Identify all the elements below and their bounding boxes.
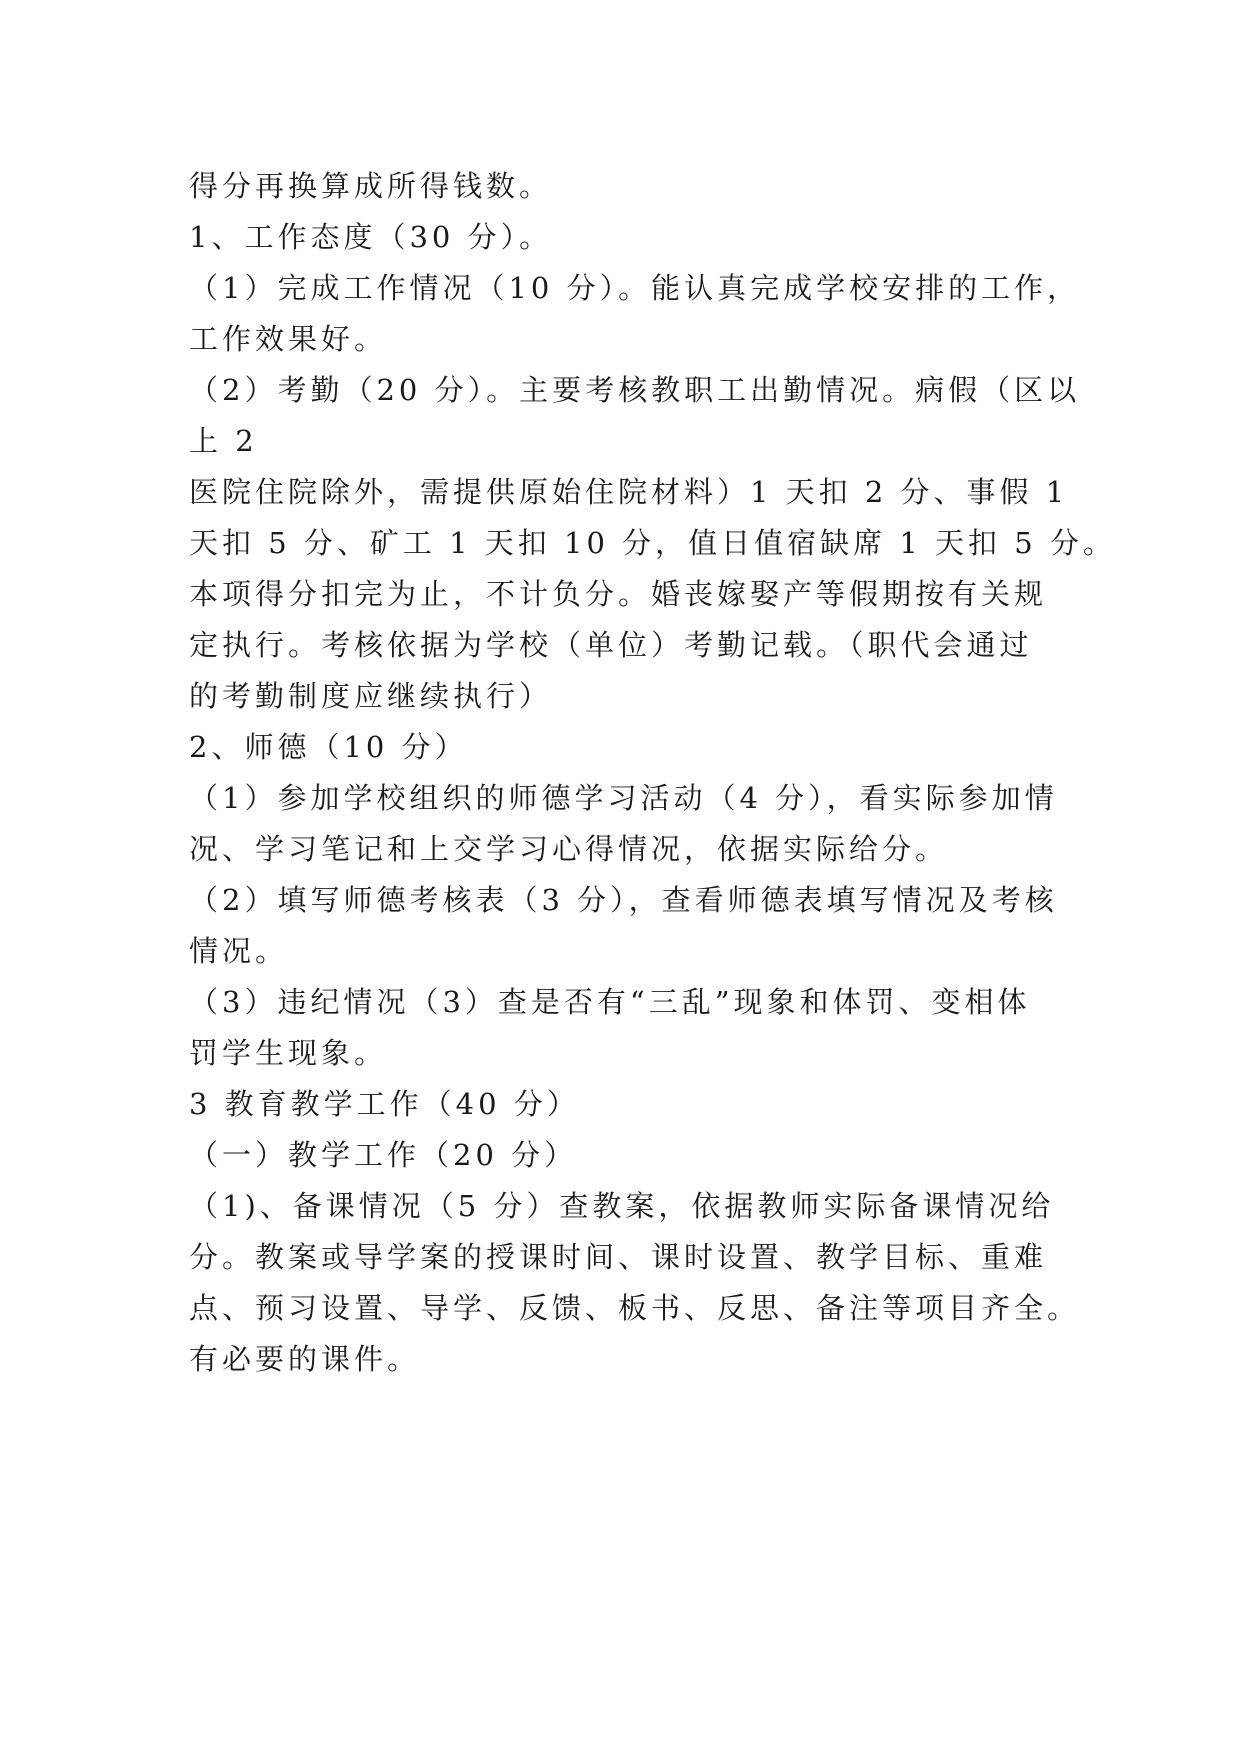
text-line: （2）填写师德考核表（3 分），查看师德表填写情况及考核 <box>189 883 1058 917</box>
text-line: 罚学生现象。 <box>189 1036 388 1070</box>
text-line: 点、预习设置、导学、反馈、板书、反思、备注等项目齐全。 <box>189 1291 1081 1325</box>
subsection-heading: （一）教学工作（20 分） <box>189 1138 578 1172</box>
text-line: （1)、备课情况（5 分）查教案，依据教师实际备课情况给 <box>189 1189 1055 1223</box>
section-heading: 2、师德（10 分） <box>189 730 468 764</box>
text-line: （2）考勤（20 分）。主要考核教职工出勤情况。病假（区以 <box>189 373 1081 407</box>
text-line: 分。教案或导学案的授课时间、课时设置、教学目标、重难 <box>189 1240 1048 1274</box>
text-line: 定执行。考核依据为学校（单位）考勤记载。（职代会通过 <box>189 628 1033 662</box>
text-line: 天扣 5 分、矿工 1 天扣 10 分，值日值宿缺席 1 天扣 5 分。 <box>189 526 1116 560</box>
text-line: 工作效果好。 <box>189 322 388 356</box>
text-line: （3）违纪情况（3）查是否有“三乱”现象和体罚、变相体 <box>189 985 1031 1019</box>
text-line: 得分再换算成所得钱数。 <box>189 169 553 203</box>
text-line: 的考勤制度应继续执行） <box>189 679 553 713</box>
text-line: 情况。 <box>189 934 289 968</box>
section-heading: 1、工作态度（30 分）。 <box>189 220 553 254</box>
text-line: 况、学习笔记和上交学习心得情况，依据实际给分。 <box>189 832 949 866</box>
text-line: 医院住院除外，需提供原始住院材料）1 天扣 2 分、事假 1 <box>189 475 1069 509</box>
text-line: 有必要的课件。 <box>189 1342 421 1376</box>
section-heading: 3 教育教学工作（40 分） <box>189 1087 580 1121</box>
text-line: （1）完成工作情况（10 分）。能认真完成学校安排的工作， <box>189 271 1081 305</box>
text-line: 上 2 <box>189 424 258 458</box>
text-line: 本项得分扣完为止，不计负分。婚丧嫁娶产等假期按有关规 <box>189 577 1048 611</box>
text-line: （1）参加学校组织的师德学习活动（4 分），看实际参加情 <box>189 781 1058 815</box>
